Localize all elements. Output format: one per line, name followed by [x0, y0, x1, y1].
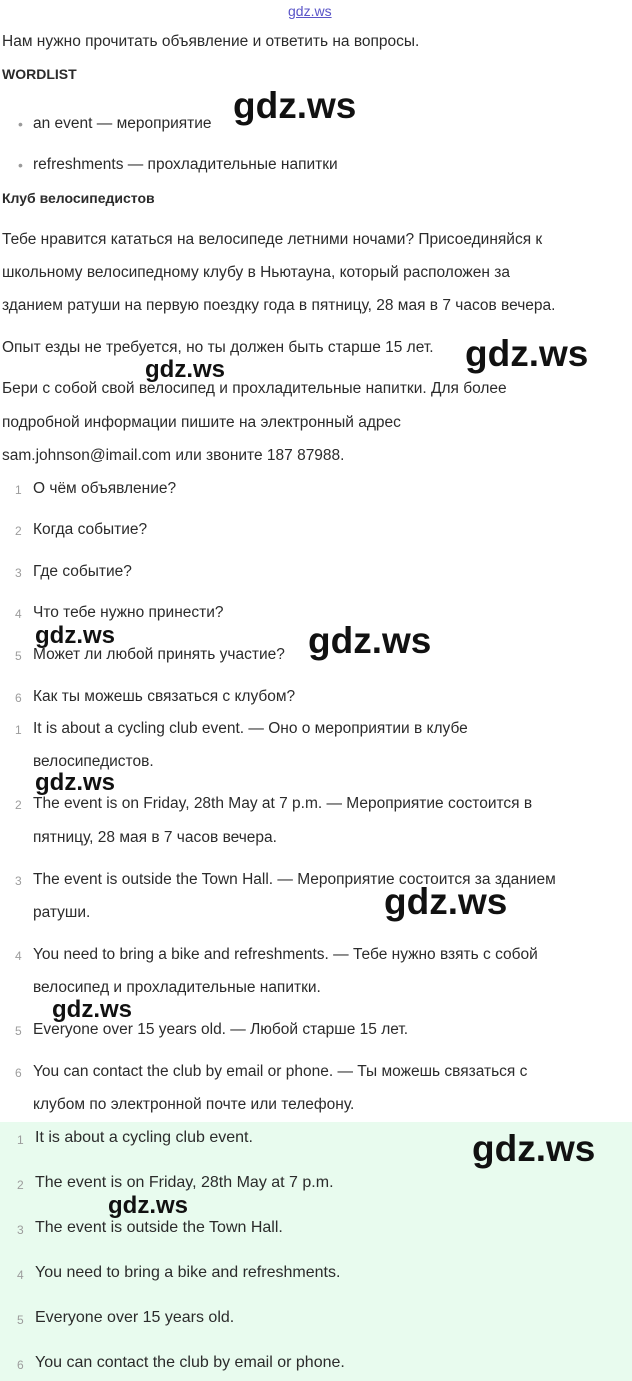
question-text: Может ли любой принять участие? — [33, 646, 285, 663]
announcement-line: школьному велосипедному клубу в Ньютауна, который расположен за — [2, 264, 510, 281]
answer-number: 3 — [15, 874, 22, 888]
question-number: 1 — [15, 483, 22, 497]
question-text: О чём объявление? — [33, 480, 177, 497]
final-answer-text: It is about a cycling club event. — [35, 1129, 253, 1146]
answer-number: 6 — [15, 1066, 22, 1080]
answer-number: 2 — [15, 798, 22, 812]
final-answer-text: The event is on Friday, 28th May at 7 p.m. — [35, 1174, 334, 1191]
bullet-icon: • — [18, 116, 23, 132]
site-link[interactable]: gdz.ws — [288, 3, 332, 19]
final-answer-text: You can contact the club by email or phone. — [35, 1354, 345, 1371]
answer-line: The event is outside the Town Hall. — Мероприятие состоится за зданием — [33, 871, 556, 888]
watermark: gdz.ws — [145, 356, 226, 383]
final-answer-text: The event is outside the Town Hall. — [35, 1219, 283, 1236]
question-number: 2 — [15, 524, 22, 538]
answer-line: Everyone over 15 years old. — Любой старше 15 лет. — [33, 1021, 409, 1038]
wordlist-item: an event — мероприятие — [33, 115, 212, 132]
announcement-line: sam.johnson@imail.com или звоните 187 87988. — [2, 447, 345, 464]
answer-line: ратуши. — [33, 904, 91, 921]
intro-text: Нам нужно прочитать объявление и ответить на вопросы. — [2, 33, 420, 50]
question-text: Где событие? — [33, 563, 132, 580]
watermark: gdz.ws — [108, 1192, 189, 1219]
answer-line: пятницу, 28 мая в 7 часов вечера. — [33, 829, 277, 846]
answer-line: велосипед и прохладительные напитки. — [33, 979, 321, 996]
answer-line: You need to bring a bike and refreshments. — Тебе нужно взять с собой — [33, 946, 538, 963]
question-number: 4 — [15, 607, 22, 621]
watermark: gdz.ws — [308, 620, 432, 661]
answer-number: 5 — [15, 1024, 22, 1038]
watermark: gdz.ws — [233, 85, 357, 126]
final-answer-number: 2 — [17, 1178, 24, 1192]
final-answer-text: You need to bring a bike and refreshments. — [35, 1264, 341, 1281]
final-answer-number: 5 — [17, 1313, 24, 1327]
announcement-line: Бери с собой свой велосипед и прохладительные напитки. Для более — [2, 380, 507, 397]
question-number: 3 — [15, 566, 22, 580]
wordlist-heading: WORDLIST — [2, 66, 77, 82]
wordlist-item: refreshments — прохладительные напитки — [33, 156, 338, 173]
watermark: gdz.ws — [465, 333, 589, 374]
final-answer-number: 3 — [17, 1223, 24, 1237]
announcement-line: зданием ратуши на первую поездку года в пятницу, 28 мая в 7 часов вечера. — [2, 297, 556, 314]
watermark: gdz.ws — [472, 1128, 596, 1169]
question-text: Когда событие? — [33, 521, 148, 538]
question-text: Как ты можешь связаться с клубом? — [33, 688, 296, 705]
watermark: gdz.ws — [384, 881, 508, 922]
final-answer-number: 6 — [17, 1358, 24, 1372]
final-answer-text: Everyone over 15 years old. — [35, 1309, 235, 1326]
answer-line: It is about a cycling club event. — Оно о мероприятии в клубе — [33, 720, 468, 737]
question-text: Что тебе нужно принести? — [33, 604, 224, 621]
announcement-line: Тебе нравится кататься на велосипеде летними ночами? Присоединяйся к — [2, 231, 543, 248]
watermark: gdz.ws — [35, 769, 116, 796]
bullet-icon: • — [18, 157, 23, 173]
answer-line: You can contact the club by email or phone. — Ты можешь связаться с — [33, 1063, 528, 1080]
answer-line: The event is on Friday, 28th May at 7 p.m. — Мероприятие состоится в — [33, 795, 533, 812]
final-answer-number: 1 — [17, 1133, 24, 1147]
final-answer-number: 4 — [17, 1268, 24, 1282]
announcement-title: Клуб велосипедистов — [2, 190, 155, 206]
question-number: 6 — [15, 691, 22, 705]
answer-number: 4 — [15, 949, 22, 963]
question-number: 5 — [15, 649, 22, 663]
answer-line: велосипедистов. — [33, 753, 154, 770]
announcement-line: подробной информации пишите на электронный адрес — [2, 414, 401, 431]
answer-line: клубом по электронной почте или телефону. — [33, 1096, 355, 1113]
watermark: gdz.ws — [35, 622, 116, 649]
watermark: gdz.ws — [52, 996, 133, 1023]
answer-number: 1 — [15, 723, 22, 737]
announcement-line: Опыт езды не требуется, но ты должен быть старше 15 лет. — [2, 339, 434, 356]
